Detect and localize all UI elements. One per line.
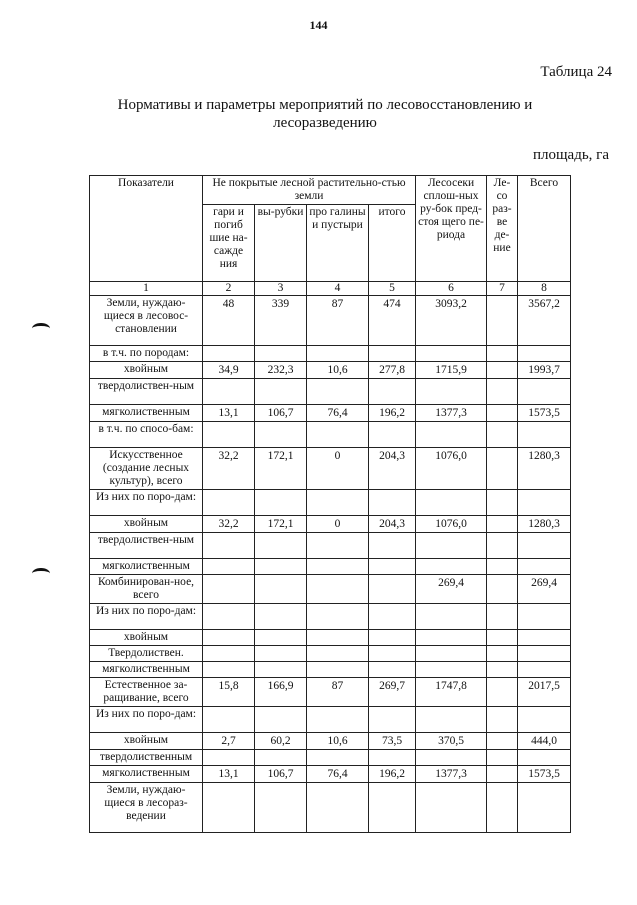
row-label: хвойным (90, 362, 203, 379)
table-row (90, 678, 571, 707)
table-cell (255, 707, 307, 733)
table-cell: 1377,3 (416, 405, 487, 422)
table-cell: 15,8 (203, 678, 255, 707)
row-label: твердолиствен-ным (90, 533, 203, 559)
header-glades: про галины и пустыри (307, 205, 369, 282)
table-cell (518, 707, 571, 733)
table-cell (487, 490, 518, 516)
column-number: 1 (90, 282, 203, 296)
table-cell (255, 559, 307, 575)
table-cell (518, 422, 571, 448)
table-row (90, 662, 571, 678)
table-cell (487, 422, 518, 448)
table-cell (203, 575, 255, 604)
header-cuts: вы-рубки (255, 205, 307, 282)
table-cell (518, 662, 571, 678)
table-title: Нормативы и параметры мероприятий по лесовосстановлению и лесоразведению (117, 97, 533, 131)
table-cell: 87 (307, 678, 369, 707)
table-cell: 3093,2 (416, 296, 487, 346)
table-cell: 2,7 (203, 733, 255, 750)
table-cell: 172,1 (255, 516, 307, 533)
table-cell: 32,2 (203, 516, 255, 533)
column-number: 4 (307, 282, 369, 296)
table-cell (518, 604, 571, 630)
row-label: мягколиственным (90, 405, 203, 422)
table-cell (487, 707, 518, 733)
table-cell (416, 783, 487, 833)
table-row (90, 575, 571, 604)
table-cell: 32,2 (203, 448, 255, 490)
table-cell: 87 (307, 296, 369, 346)
table-cell: 48 (203, 296, 255, 346)
table-row (90, 733, 571, 750)
table-cell (369, 379, 416, 405)
table-cell: 1573,5 (518, 766, 571, 783)
table-cell (307, 533, 369, 559)
measures-table (89, 175, 571, 833)
table-cell (416, 646, 487, 662)
table-cell (255, 783, 307, 833)
column-number: 6 (416, 282, 487, 296)
table-cell (255, 604, 307, 630)
table-cell (487, 604, 518, 630)
table-row (90, 783, 571, 833)
table-row (90, 405, 571, 422)
table-cell (416, 346, 487, 362)
table-cell (369, 646, 416, 662)
table-cell: 232,3 (255, 362, 307, 379)
table-row (90, 448, 571, 490)
table-row (90, 646, 571, 662)
table-cell (369, 750, 416, 766)
table-cell: 106,7 (255, 766, 307, 783)
row-label: Из них по поро-дам: (90, 707, 203, 733)
table-cell (487, 733, 518, 750)
table-cell: 444,0 (518, 733, 571, 750)
table-cell (369, 604, 416, 630)
table-cell (203, 662, 255, 678)
table-cell (255, 346, 307, 362)
table-cell: 10,6 (307, 362, 369, 379)
table-cell: 166,9 (255, 678, 307, 707)
table-cell (416, 559, 487, 575)
table-cell (518, 379, 571, 405)
table-cell (487, 405, 518, 422)
table-cell (203, 707, 255, 733)
table-cell (307, 422, 369, 448)
table-cell (203, 490, 255, 516)
table-cell (518, 646, 571, 662)
table-cell (416, 750, 487, 766)
table-cell (307, 646, 369, 662)
table-cell (203, 559, 255, 575)
table-cell: 269,7 (369, 678, 416, 707)
table-cell (369, 662, 416, 678)
table-cell (416, 604, 487, 630)
table-cell (203, 422, 255, 448)
table-cell: 1747,8 (416, 678, 487, 707)
table-cell (203, 346, 255, 362)
table-cell (487, 346, 518, 362)
table-cell: 1280,3 (518, 448, 571, 490)
column-numbers-row (90, 282, 571, 296)
table-cell: 1377,3 (416, 766, 487, 783)
table-cell: 60,2 (255, 733, 307, 750)
table-cell: 10,6 (307, 733, 369, 750)
units-label: площадь, га (532, 147, 609, 163)
table-cell (487, 766, 518, 783)
row-label: хвойным (90, 516, 203, 533)
table-cell (487, 379, 518, 405)
row-label: в т.ч. по спосо-бам: (90, 422, 203, 448)
table-cell (203, 750, 255, 766)
table-cell: 3567,2 (518, 296, 571, 346)
row-label: мягколиственным (90, 559, 203, 575)
table-cell (369, 346, 416, 362)
row-label: Земли, нуждаю-щиеся в лесовос-становлении (90, 296, 203, 346)
table-row (90, 379, 571, 405)
table-cell: 172,1 (255, 448, 307, 490)
table-cell (255, 533, 307, 559)
table-cell (518, 783, 571, 833)
row-label: твердолиственным (90, 750, 203, 766)
table-cell (487, 783, 518, 833)
table-cell: 34,9 (203, 362, 255, 379)
table-cell: 474 (369, 296, 416, 346)
margin-mark (32, 323, 50, 334)
table-cell (203, 604, 255, 630)
table-cell (518, 559, 571, 575)
table-cell: 13,1 (203, 405, 255, 422)
table-cell: 2017,5 (518, 678, 571, 707)
row-label: Из них по поро-дам: (90, 604, 203, 630)
table-cell (203, 533, 255, 559)
header-clearcuts: Лесосеки сплош-ных ру-бок пред-стоя щего пе-риода (416, 176, 487, 282)
table-cell (203, 379, 255, 405)
table-row (90, 750, 571, 766)
table-cell (487, 296, 518, 346)
table-cell: 106,7 (255, 405, 307, 422)
table-cell (487, 516, 518, 533)
table-cell (307, 630, 369, 646)
table-cell: 1993,7 (518, 362, 571, 379)
table-cell (307, 604, 369, 630)
table-cell (487, 362, 518, 379)
header-indicators: Показатели (90, 176, 203, 282)
table-cell (369, 630, 416, 646)
table-cell (307, 379, 369, 405)
table-cell (307, 346, 369, 362)
table-cell (416, 379, 487, 405)
table-cell: 76,4 (307, 405, 369, 422)
table-cell (307, 575, 369, 604)
table-cell: 1076,0 (416, 516, 487, 533)
table-cell (307, 750, 369, 766)
table-row (90, 346, 571, 362)
table-cell (518, 630, 571, 646)
table-cell: 339 (255, 296, 307, 346)
table-cell: 204,3 (369, 448, 416, 490)
table-cell: 73,5 (369, 733, 416, 750)
table-cell (487, 630, 518, 646)
table-cell (518, 750, 571, 766)
table-cell (307, 559, 369, 575)
table-cell (255, 662, 307, 678)
header-afforestation: Ле-со раз-ве де-ние (487, 176, 518, 282)
table-cell (518, 533, 571, 559)
header-total: Всего (518, 176, 571, 282)
table-cell (487, 662, 518, 678)
table-row (90, 766, 571, 783)
table-cell (369, 422, 416, 448)
table-row (90, 362, 571, 379)
table-cell (255, 646, 307, 662)
table-cell: 13,1 (203, 766, 255, 783)
page-number: 144 (309, 18, 328, 32)
row-label: в т.ч. по породам: (90, 346, 203, 362)
table-cell: 370,5 (416, 733, 487, 750)
table-cell (255, 422, 307, 448)
table-cell: 269,4 (518, 575, 571, 604)
row-label: Комбинирован-ное, всего (90, 575, 203, 604)
table-cell (203, 646, 255, 662)
row-label: Земли, нуждаю-щиеся в лесораз-ведении (90, 783, 203, 833)
table-cell (487, 678, 518, 707)
column-number: 2 (203, 282, 255, 296)
table-cell (203, 783, 255, 833)
table-cell: 76,4 (307, 766, 369, 783)
row-label: хвойным (90, 630, 203, 646)
table-cell: 1076,0 (416, 448, 487, 490)
table-cell (255, 630, 307, 646)
table-cell: 269,4 (416, 575, 487, 604)
table-row (90, 559, 571, 575)
table-cell (307, 662, 369, 678)
table-row (90, 422, 571, 448)
table-cell (416, 630, 487, 646)
table-cell (307, 707, 369, 733)
table-cell (369, 783, 416, 833)
table-cell (487, 750, 518, 766)
table-cell: 1715,9 (416, 362, 487, 379)
table-cell: 204,3 (369, 516, 416, 533)
table-cell (416, 422, 487, 448)
table-cell (518, 346, 571, 362)
table-row (90, 533, 571, 559)
table-cell (487, 533, 518, 559)
column-number: 3 (255, 282, 307, 296)
row-label: Искусственное (создание лесных культур), всего (90, 448, 203, 490)
table-cell: 277,8 (369, 362, 416, 379)
table-cell (369, 490, 416, 516)
table-row (90, 630, 571, 646)
table-cell (255, 490, 307, 516)
table-cell (518, 490, 571, 516)
table-label: Таблица 24 (540, 64, 612, 80)
column-number: 7 (487, 282, 518, 296)
table-cell (416, 662, 487, 678)
table-row (90, 707, 571, 733)
table-cell (307, 490, 369, 516)
row-label: мягколиственным (90, 662, 203, 678)
table-cell (255, 750, 307, 766)
column-number: 5 (369, 282, 416, 296)
table-cell: 1573,5 (518, 405, 571, 422)
row-label: твердолиствен-ным (90, 379, 203, 405)
header-group-total: итого (369, 205, 416, 282)
table-row (90, 516, 571, 533)
table-cell (307, 783, 369, 833)
table-cell (369, 533, 416, 559)
table-cell (369, 707, 416, 733)
table-cell: 196,2 (369, 405, 416, 422)
table-cell (416, 707, 487, 733)
row-label: хвойным (90, 733, 203, 750)
table-row (90, 604, 571, 630)
table-row (90, 490, 571, 516)
header-burns: гари и погиб шие на-сажде ния (203, 205, 255, 282)
table-cell: 1280,3 (518, 516, 571, 533)
row-label: Твердолиствен. (90, 646, 203, 662)
margin-mark (32, 568, 50, 579)
table-cell (369, 559, 416, 575)
header-uncovered-lands: Не покрытые лесной растительно-стью земли (203, 176, 416, 205)
column-number: 8 (518, 282, 571, 296)
table-cell (487, 646, 518, 662)
table-cell (416, 533, 487, 559)
table-cell: 196,2 (369, 766, 416, 783)
row-label: Естественное за-ращивание, всего (90, 678, 203, 707)
table-cell (255, 575, 307, 604)
row-label: Из них по поро-дам: (90, 490, 203, 516)
table-cell (487, 575, 518, 604)
table-cell: 0 (307, 448, 369, 490)
table-row (90, 296, 571, 346)
table-cell (203, 630, 255, 646)
table-cell (416, 490, 487, 516)
table-cell (487, 448, 518, 490)
row-label: мягколиственным (90, 766, 203, 783)
table-cell (255, 379, 307, 405)
table-cell (369, 575, 416, 604)
table-cell (487, 559, 518, 575)
table-cell: 0 (307, 516, 369, 533)
